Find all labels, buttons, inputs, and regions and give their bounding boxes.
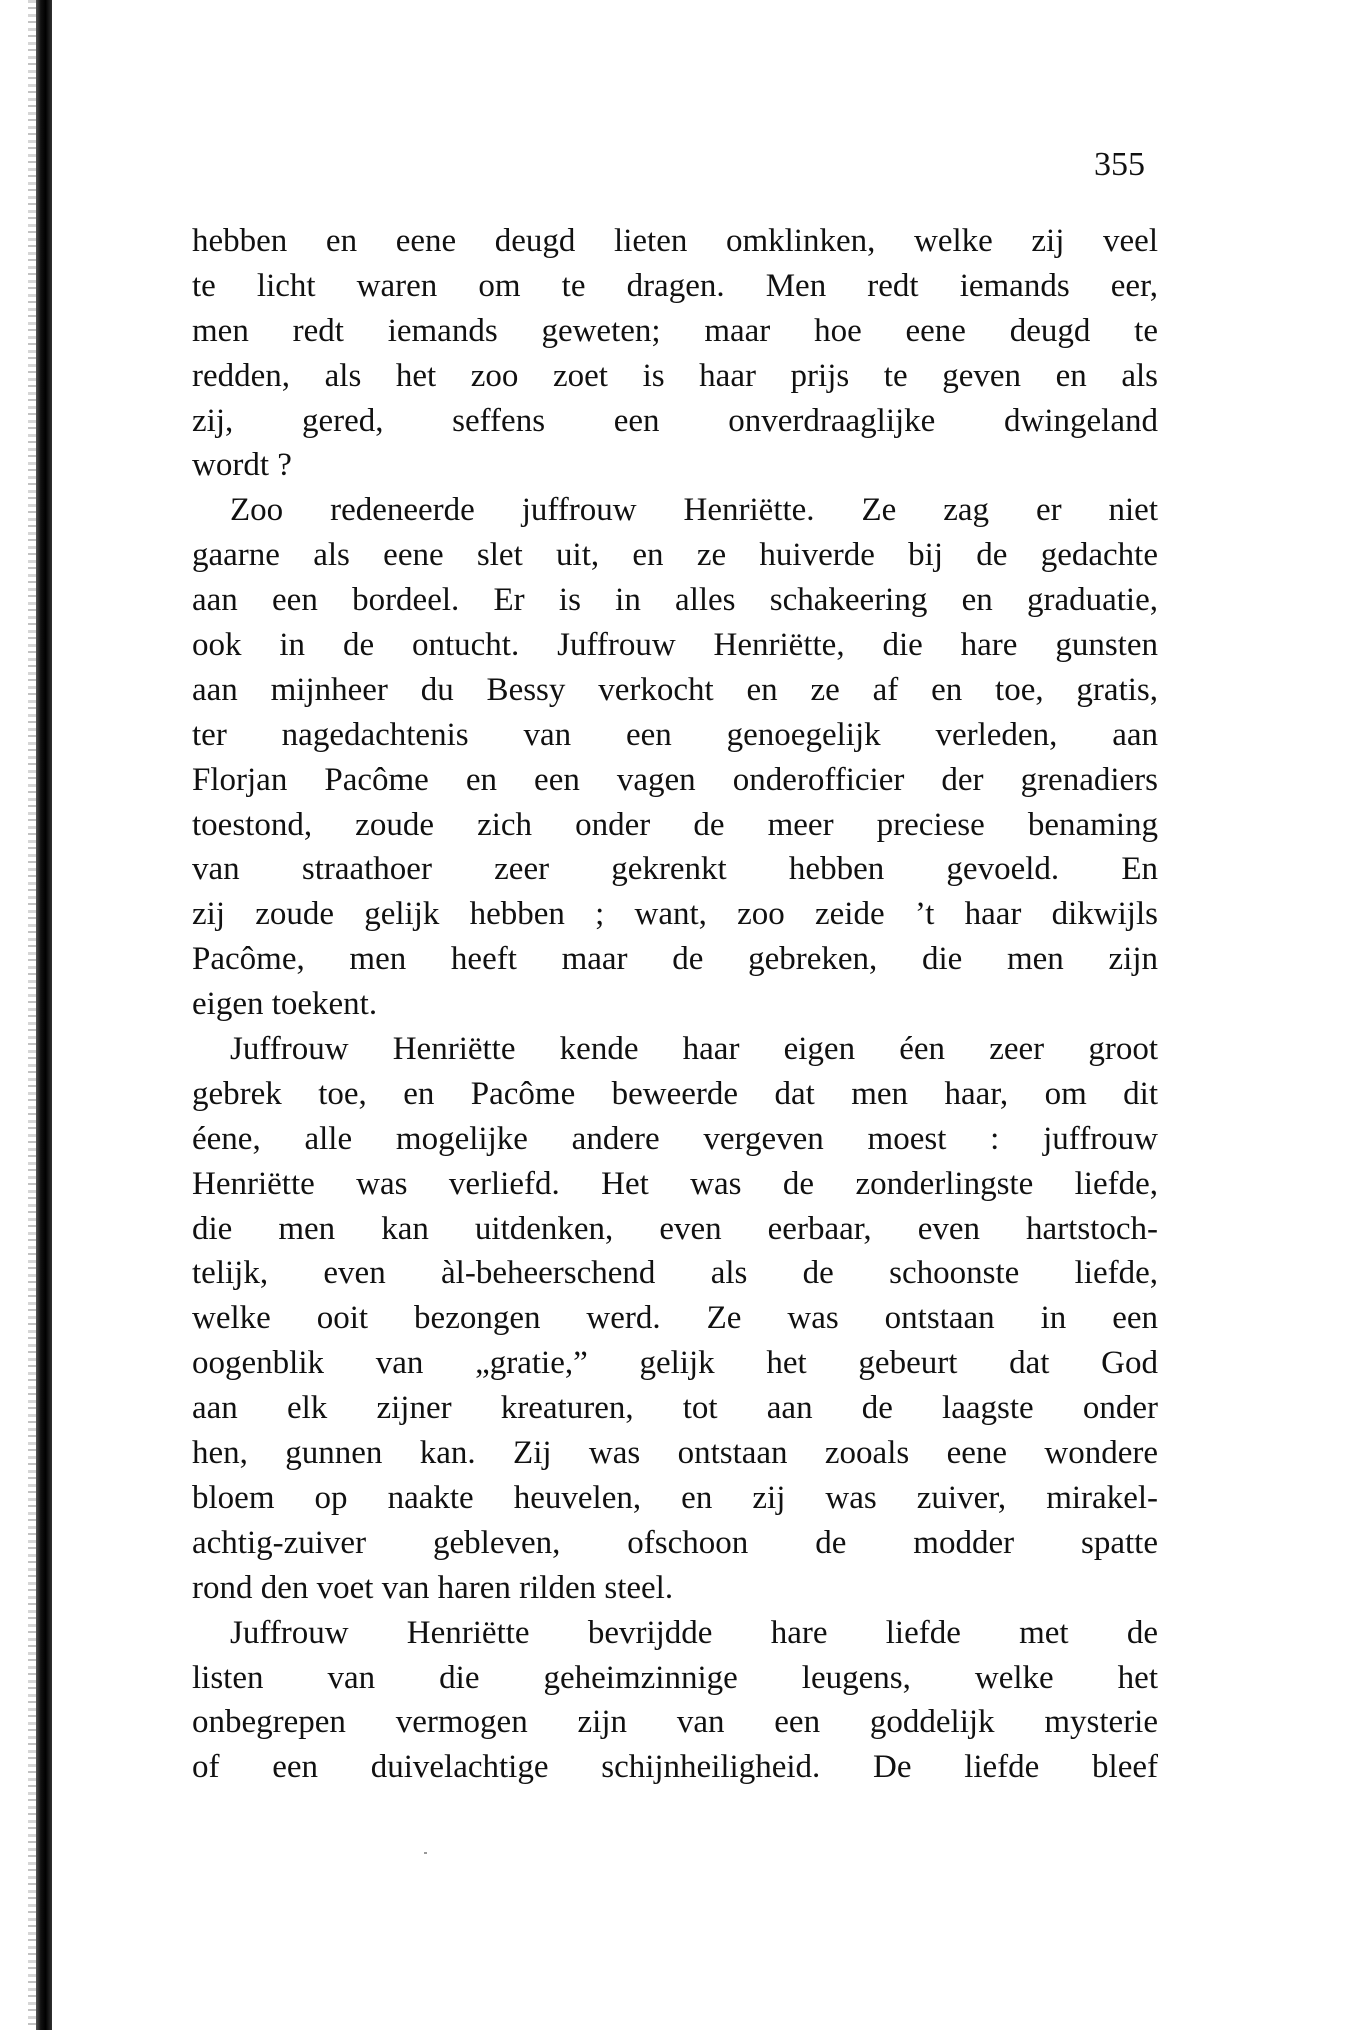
text-line: men redt iemands geweten; maar hoe eene deugd te	[192, 312, 1158, 349]
text-line: Juffrouw Henriëtte bevrijdde hare liefde met de	[230, 1614, 1158, 1651]
text-line: éene, alle mogelijke andere vergeven moest : juffrouw	[192, 1120, 1158, 1157]
text-line: of een duivelachtige schijnheiligheid. De liefde bleef	[192, 1749, 1158, 1786]
text-line: Zoo redeneerde juffrouw Henriëtte. Ze zag er niet	[230, 492, 1158, 529]
text-line: zij, gered, seffens een onverdraaglijke dwingeland	[192, 402, 1158, 439]
text-line: bloem op naakte heuvelen, en zij was zuiver, mirakel-	[192, 1479, 1158, 1516]
text-line: wordt ?	[192, 447, 292, 484]
text-line: aan mijnheer du Bessy verkocht en ze af en toe, gratis,	[192, 671, 1158, 708]
text-line: te licht waren om te dragen. Men redt iemands eer,	[192, 267, 1158, 304]
text-line: aan een bordeel. Er is in alles schakeering en graduatie,	[192, 582, 1158, 619]
text-line: telijk, even àl-beheerschend als de schoonste liefde,	[192, 1255, 1158, 1292]
text-line: aan elk zijner kreaturen, tot aan de laagste onder	[192, 1390, 1158, 1427]
text-line: rond den voet van haren rilden steel.	[192, 1569, 674, 1606]
page-binding-edge	[36, 0, 52, 2030]
text-line: ter nagedachtenis van een genoegelijk verleden, aan	[192, 716, 1158, 753]
text-line: Henriëtte was verliefd. Het was de zonderlingste liefde,	[192, 1165, 1158, 1202]
text-line: Juffrouw Henriëtte kende haar eigen éen zeer groot	[230, 1031, 1158, 1068]
body-text	[192, 219, 1158, 1790]
text-line: toestond, zoude zich onder de meer preciese benaming	[192, 806, 1158, 843]
text-line: van straathoer zeer gekrenkt hebben gevoeld. En	[192, 851, 1158, 888]
scan-speck	[424, 1852, 427, 1854]
text-line: ook in de ontucht. Juffrouw Henriëtte, die hare gunsten	[192, 627, 1158, 664]
text-line: zij zoude gelijk hebben ; want, zoo zeide ’t haar dikwijls	[192, 896, 1158, 933]
page-number: 355	[1094, 146, 1145, 183]
text-line: listen van die geheimzinnige leugens, welke het	[192, 1659, 1158, 1696]
paragraph	[192, 488, 1158, 1027]
text-line: Florjan Pacôme en een vagen onderofficier der grenadiers	[192, 761, 1158, 798]
text-line: Pacôme, men heeft maar de gebreken, die men zijn	[192, 941, 1158, 978]
text-line: onbegrepen vermogen zijn van een goddelijk mysterie	[192, 1704, 1158, 1741]
paragraph	[192, 1611, 1158, 1791]
text-line: gaarne als eene slet uit, en ze huiverde bij de gedachte	[192, 537, 1158, 574]
text-line: gebrek toe, en Pacôme beweerde dat men haar, om dit	[192, 1075, 1158, 1112]
text-line: redden, als het zoo zoet is haar prijs te geven en als	[192, 357, 1158, 394]
text-line: hebben en eene deugd lieten omklinken, welke zij veel	[192, 223, 1158, 259]
text-line: die men kan uitdenken, even eerbaar, even hartstoch-	[192, 1210, 1158, 1247]
text-line: achtig-zuiver gebleven, ofschoon de modder spatte	[192, 1524, 1158, 1561]
paragraph	[192, 1027, 1158, 1611]
text-line: hen, gunnen kan. Zij was ontstaan zooals eene wondere	[192, 1435, 1158, 1472]
text-line: oogenblik van „gratie,” gelijk het gebeurt dat God	[192, 1345, 1158, 1382]
text-line: eigen toekent.	[192, 986, 378, 1023]
text-line: welke ooit bezongen werd. Ze was ontstaan in een	[192, 1300, 1158, 1337]
paragraph	[192, 219, 1158, 488]
